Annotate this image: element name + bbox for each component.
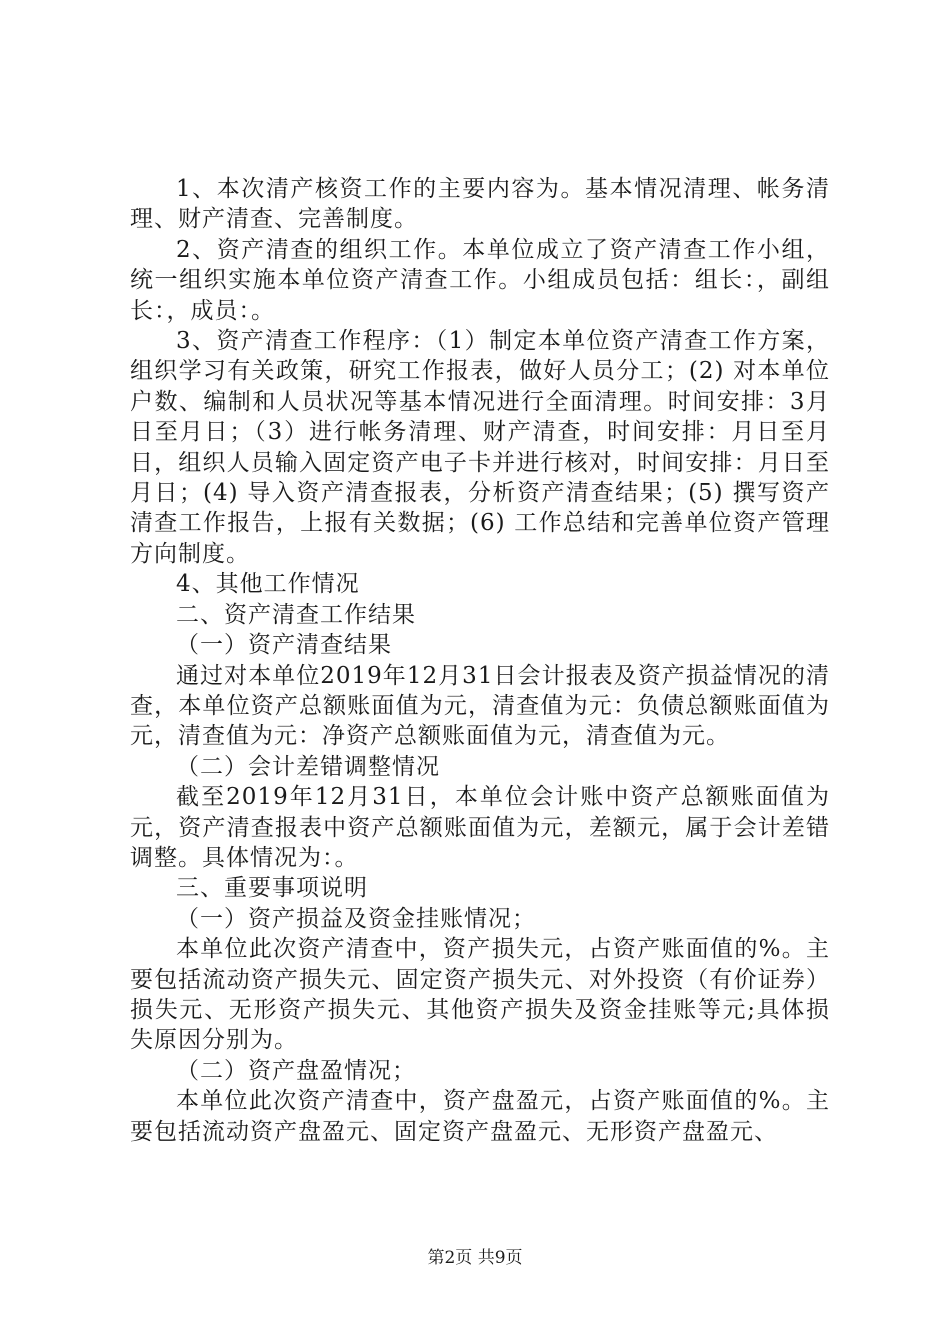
paragraph-adjustment: 截至2019年12月31日，本单位会计账中资产总额账面值为元，资产清查报表中资产总额账面值为元，差额元，属于会计差错调整。具体情况为：。 <box>130 784 830 871</box>
page-number-footer: 第2页 共9页 <box>427 1248 523 1268</box>
section-heading-3: 三、重要事项说明 <box>176 875 368 902</box>
paragraph-2: 2、资产清查的组织工作。本单位成立了资产清查工作小组，统一组织实施本单位资产清查工作。小组成员包括：组长：，副组长：，成员：。 <box>130 236 830 324</box>
subsection-heading-2-1: （一）资产清查结果 <box>176 632 392 659</box>
paragraph-losses: 本单位此次资产清查中，资产损失元，占资产账面值的%。主要包括流动资产损失元、固定资产损失元、对外投资（有价证券）损失元、无形资产损失元、其他资产损失及资金挂账等元;具体损失原因分别为。 <box>130 936 830 1054</box>
paragraph-3: 3、资产清查工作程序：（1）制定本单位资产清查工作方案，组织学习有关政策，研究工作报表，做好人员分工；(2) 对本单位户数、编制和人员状况等基本情况进行全面清理。时间安排：3月日至月日；（3）进行帐务清理、财产清查，时间安排：月日至月日，组织人员输入固定资产电子卡并进行核对，时间安排：月日至月日；(4) 导入资产清查报表，分析资产清查结果；(5) 撰写资产清查工作报告，上报有关数据；(6) 工作总结和完善单位资产管理方向制度。 <box>130 328 830 567</box>
paragraph-results: 通过对本单位2019年12月31日会计报表及资产损益情况的清查，本单位资产总额账面值为元，清查值为元：负债总额账面值为元，清查值为元：净资产总额账面值为元，清查值为元。 <box>130 662 830 750</box>
paragraph-1: 1、本次清产核资工作的主要内容为。基本情况清理、帐务清理、财产清查、完善制度。 <box>130 176 830 233</box>
subsection-heading-3-2: （二）资产盘盈情况； <box>176 1057 416 1084</box>
paragraph-4: 4、其他工作情况 <box>176 571 360 598</box>
paragraph-surplus: 本单位此次资产清查中，资产盘盈元，占资产账面值的%。主要包括流动资产盘盈元、固定资产盘盈元、无形资产盘盈元、 <box>130 1088 830 1145</box>
section-heading-2: 二、资产清查工作结果 <box>176 601 416 628</box>
document-body <box>130 174 830 1147</box>
subsection-heading-2-2: （二）会计差错调整情况 <box>176 753 440 780</box>
subsection-heading-3-1: （一）资产损益及资金挂账情况； <box>176 905 536 932</box>
